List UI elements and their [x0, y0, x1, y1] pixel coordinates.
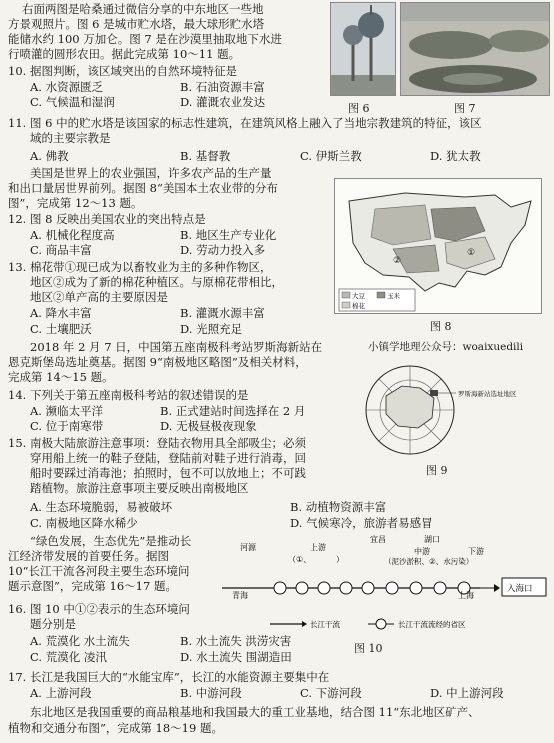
q17-option-c[interactable]: C. 下游河段 — [300, 686, 362, 700]
q15-option-b[interactable]: B. 动植物资源丰富 — [290, 500, 387, 514]
q11-option-c[interactable]: C. 伊斯兰教 — [300, 149, 362, 163]
q16-stem: 16. 图 10 中①②表示的生态环境问 — [8, 602, 190, 616]
q17-option-d[interactable]: D. 中上游河段 — [430, 686, 504, 700]
q10-option-b[interactable]: B. 石油资源丰富 — [180, 80, 265, 94]
yangtze-intro-line: “绿色发展，生态优先”是推动长 — [30, 534, 192, 548]
watermark-text: 小镇学地理公众号：woaixuedili — [368, 341, 524, 353]
yangtze-intro-line: 江经济带发展的首要任务。据图 — [8, 549, 169, 563]
figure-10-caption: 图 10 — [354, 642, 383, 655]
legend-cotton: 棉花 — [352, 302, 365, 310]
q15-stem: 踏植物。旅游注意事项主要反映出南极地区 — [30, 481, 249, 495]
q13-option-b[interactable]: B. 灌溉水源丰富 — [180, 306, 265, 320]
label-lower: 下游 — [468, 547, 484, 556]
q15-option-c[interactable]: C. 南极地区降水稀少 — [30, 516, 138, 530]
legend-corn: 玉米 — [387, 292, 400, 300]
q15-option-d[interactable]: D. 气候寒冷，旅游者易感冒 — [290, 516, 433, 530]
figure-7-caption: 图 7 — [454, 102, 476, 115]
label-middle: 中游 — [414, 547, 430, 556]
q15-stem: 穿用船上统一的鞋子登陆，登陆前对鞋子进行消毒，回 — [30, 451, 306, 465]
figure-6-water-towers — [330, 2, 396, 96]
intro-line: 右面两图是哈桑通过微信分享的中东地区一些地 — [22, 2, 264, 16]
antarctica-intro-line: 恩克斯堡岛选址奠基。据图 9“南极地区略图”及相关材料， — [8, 355, 307, 369]
label-middle-issues: （泥沙淤积、②、水污染） — [384, 557, 474, 566]
label-qinghai: 青海 — [232, 591, 248, 600]
q14-stem: 14. 下列关于第五座南极科考站的叙述错误的是 — [8, 388, 249, 402]
q11-stem: 11. 图 6 中的贮水塔是该国家的标志性建筑，在建筑风格上融入了当地宗教建筑的特征，该区 — [8, 116, 482, 130]
q17-stem: 17. 长江是我国巨大的“水能宝库”，长江的水能资源主要集中在 — [8, 670, 330, 684]
figure-7-circular-fields — [400, 2, 550, 96]
q10-option-a[interactable]: A. 水资源匮乏 — [30, 80, 104, 94]
intro-line: 能储水约 100 万加仑。图 7 是在沙漠里抽取地下水进 — [8, 32, 282, 46]
q10-stem: 10. 据图判断，该区域突出的自然环境特征是 — [8, 64, 237, 78]
q15-stem: 15. 南极大陆旅游注意事项：登陆衣物用具全部吸尘；必须 — [8, 436, 306, 450]
intro-line: 行喷灌的圆形农田。据此完成第 10～11 题。 — [8, 47, 241, 61]
q11-stem: 域的主要宗教是 — [30, 131, 111, 145]
q15-option-a[interactable]: A. 生态环境脆弱，易被破坏 — [30, 500, 173, 514]
q13-option-d[interactable]: D. 光照充足 — [180, 322, 243, 336]
q14-option-d[interactable]: D. 无极昼极夜现象 — [160, 419, 257, 433]
q16-option-c[interactable]: C. 荒漠化 凌汛 — [30, 650, 107, 664]
antarctica-intro-line: 2018 年 2 月 7 日，中国第五座南极科考站罗斯海新站在 — [30, 340, 323, 354]
map-label-2: ② — [393, 256, 402, 266]
usa-intro-line: 和出口量居世界前列。据图 8“美国本土农业带的分布 — [8, 181, 278, 195]
q12-stem: 12. 图 8 反映出美国农业的突出特点是 — [8, 212, 206, 226]
q13-option-a[interactable]: A. 降水丰富 — [30, 306, 92, 320]
yangtze-intro-line: 题示意图”，完成第 16～17 题。 — [8, 579, 177, 593]
antarctica-intro-line: 完成第 14～15 题。 — [8, 370, 114, 384]
q16-option-d[interactable]: D. 水土流失 围湖造田 — [180, 650, 292, 664]
northeast-intro-line: 植物和交通分布图”，完成第 18～19 题。 — [8, 721, 223, 735]
q13-stem: 地区②单产高的主要原因是 — [30, 290, 168, 304]
label-shanghai: 上海 — [458, 591, 474, 600]
northeast-intro-line: 东北地区是我国重要的商品粮基地和我国最大的重工业基地，结合图 11“东北地区矿产、 — [30, 705, 480, 719]
q14-option-b[interactable]: B. 正式建站时间选择在 2 月 — [160, 404, 306, 418]
figure-6-caption: 图 6 — [348, 102, 370, 115]
q16-stem: 题分别是 — [30, 617, 76, 631]
label-upper-issue: （①、 — [288, 555, 312, 564]
label-upper: 上游 — [310, 543, 326, 552]
q17-option-b[interactable]: B. 中游河段 — [180, 686, 242, 700]
figure-9-antarctica-map — [360, 362, 542, 458]
q10-option-d[interactable]: D. 灌溉农业发达 — [180, 95, 266, 109]
q14-option-a[interactable]: A. 濒临太平洋 — [30, 404, 104, 418]
q12-option-c[interactable]: C. 商品丰富 — [30, 243, 92, 257]
station-site-label: 罗斯海新站选址地区 — [458, 390, 517, 398]
figure-10-yangtze-schematic — [218, 532, 548, 650]
legend-yangtze-mainstream: 长江干流 — [310, 620, 340, 629]
figure-8-caption: 图 8 — [430, 320, 452, 333]
figure-8-usa-agriculture-map — [334, 178, 542, 314]
q13-option-c[interactable]: C. 土壤肥沃 — [30, 322, 92, 336]
label-estuary: 入海口 — [507, 584, 533, 594]
q12-option-d[interactable]: D. 劳动力投入多 — [180, 243, 266, 257]
label-hukou: 湖口 — [424, 535, 440, 544]
usa-intro-line: 美国是世界上的农业强国，许多农产品的生产量 — [30, 166, 272, 180]
label-heyuan: 河源 — [240, 543, 256, 552]
q12-option-b[interactable]: B. 地区生产专业化 — [180, 228, 277, 242]
q11-option-d[interactable]: D. 犹太教 — [430, 149, 481, 163]
q11-option-a[interactable]: A. 佛教 — [30, 149, 69, 163]
label-upper-issue-2: ） — [336, 555, 344, 564]
q14-option-c[interactable]: C. 位于南寒带 — [30, 419, 104, 433]
q13-stem: 13. 棉花带①现已成为以畜牧业为主的多种作物区， — [8, 260, 272, 274]
legend-soybean: 大豆 — [352, 292, 365, 300]
q12-option-a[interactable]: A. 机械化程度高 — [30, 228, 115, 242]
legend-provinces: 长江干流流经的省区 — [398, 620, 466, 629]
usa-intro-line: 图”，完成第 12～13 题。 — [8, 196, 143, 210]
yangtze-intro-line: 10“长江干流各河段主要生态环境问 — [8, 564, 190, 578]
q16-option-a[interactable]: A. 荒漠化 水土流失 — [30, 634, 130, 648]
q16-option-b[interactable]: B. 水土流失 洪涝灾害 — [180, 634, 292, 648]
label-yichang: 宜昌 — [370, 535, 386, 544]
q10-option-c[interactable]: C. 气候温和湿润 — [30, 95, 115, 109]
figure-9-caption: 图 9 — [426, 464, 448, 477]
map-label-1: ① — [467, 248, 476, 258]
q13-stem: 地区②成为了新的棉花种植区。与原棉花带相比， — [30, 275, 283, 289]
q15-stem: 船时要踩过消毒池；拍照时，包不可以放地上；不可践 — [30, 466, 306, 480]
intro-line: 方景观照片。图 6 是城市贮水塔，最大球形贮水塔 — [8, 17, 265, 31]
q11-option-b[interactable]: B. 基督教 — [180, 149, 231, 163]
q17-option-a[interactable]: A. 上游河段 — [30, 686, 92, 700]
